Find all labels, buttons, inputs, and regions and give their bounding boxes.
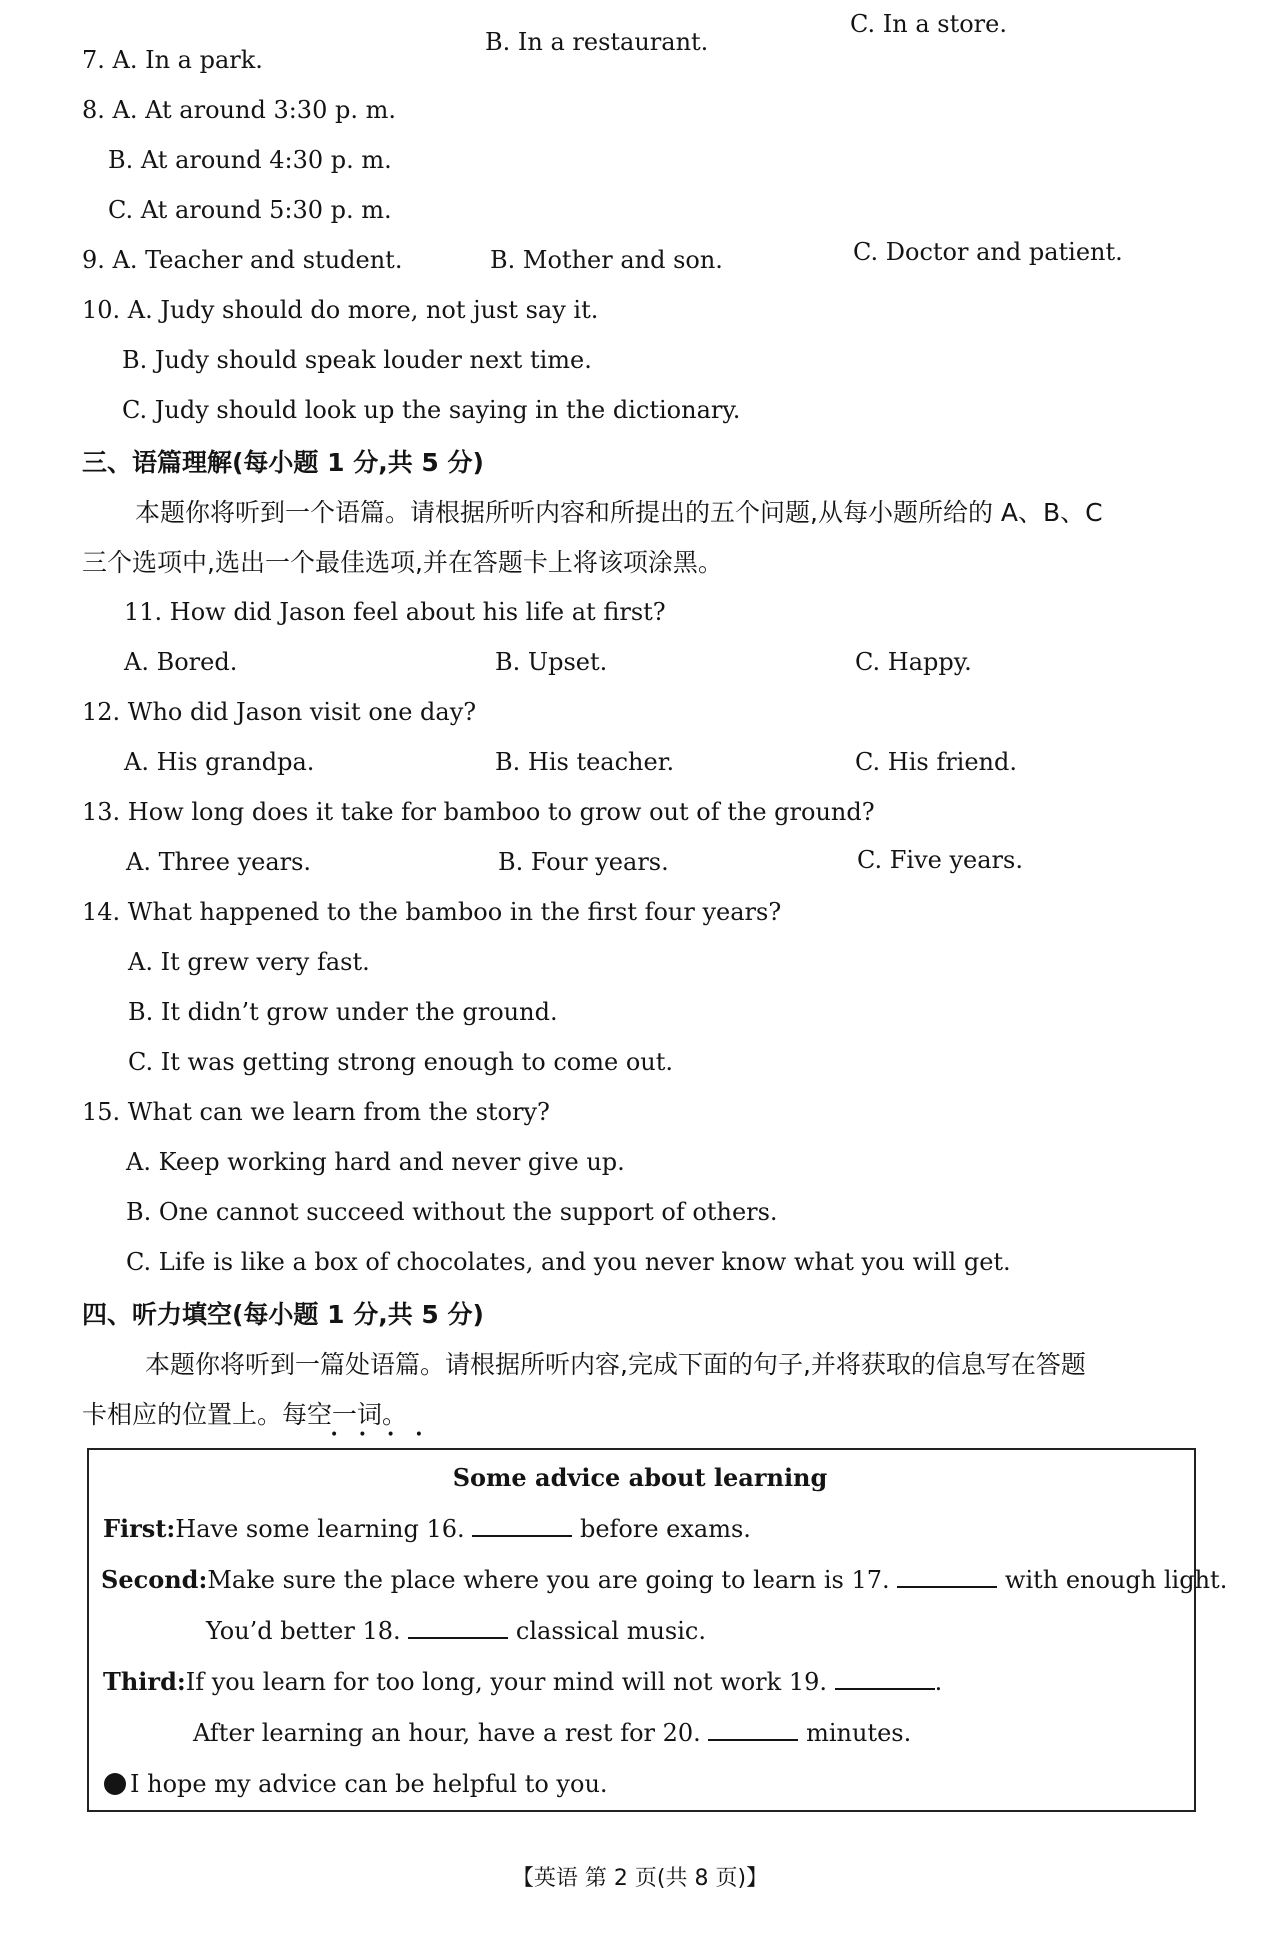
q8-option-c: C. At around 5:30 p. m. [108, 196, 392, 224]
q7-option-c: C. In a store. [850, 10, 1007, 38]
first-label: First: [103, 1514, 176, 1543]
q12-option-a: A. His grandpa. [124, 748, 315, 776]
q10-option-c: C. Judy should look up the saying in the dictionary. [122, 396, 741, 424]
section4-instruction-line1: 本题你将听到一篇处语篇。请根据所听内容,完成下面的句子,并将获取的信息写在答题 [145, 1350, 1086, 1379]
q9-option-c: C. Doctor and patient. [853, 238, 1123, 266]
q15-option-c: C. Life is like a box of chocolates, and you never know what you will get. [126, 1248, 1011, 1276]
q13-option-b: B. Four years. [498, 848, 669, 876]
q9-option-b: B. Mother and son. [490, 246, 723, 274]
q8-option-a: 8. A. At around 3:30 p. m. [82, 96, 396, 124]
third-label: Third: [103, 1667, 186, 1696]
advice-third-row [103, 1667, 943, 1696]
second-line2-a: You’d better 18. [206, 1617, 401, 1645]
section4-instruction-line2: 卡相应的位置上。每空一词。 [82, 1400, 408, 1429]
second-label: Second: [101, 1565, 208, 1594]
page-footer: 【英语 第 2 页(共 8 页)】 [511, 1866, 769, 1891]
q11-option-c: C. Happy. [855, 648, 972, 676]
q8-option-b: B. At around 4:30 p. m. [108, 146, 392, 174]
q11-option-a: A. Bored. [124, 648, 238, 676]
q10-option-a: 10. A. Judy should do more, not just say it. [82, 296, 599, 324]
blank-17[interactable] [897, 1585, 997, 1588]
blank-19[interactable] [835, 1687, 935, 1690]
q14-option-c: C. It was getting strong enough to come out. [128, 1048, 674, 1076]
second-line2-b: classical music. [515, 1617, 706, 1645]
q11-question: 11. How did Jason feel about his life at first? [124, 598, 666, 626]
third-line2-b: minutes. [806, 1719, 912, 1747]
third-text-b: . [934, 1668, 943, 1696]
advice-first-row [103, 1514, 751, 1543]
section3-instruction-line2: 三个选项中,选出一个最佳选项,并在答题卡上将该项涂黑。 [82, 548, 723, 577]
blank-20[interactable] [708, 1738, 798, 1741]
q12-question: 12. Who did Jason visit one day? [82, 698, 477, 726]
third-text-a: If you learn for too long, your mind will not work 19. [185, 1668, 827, 1696]
q13-option-a: A. Three years. [126, 848, 312, 876]
advice-second-row [101, 1565, 1228, 1594]
advice-closing-row [104, 1772, 608, 1796]
q7-option-b: B. In a restaurant. [485, 28, 709, 56]
section3-title: 三、语篇理解(每小题 1 分,共 5 分) [82, 448, 484, 477]
q14-question: 14. What happened to the bamboo in the first four years? [82, 898, 782, 926]
q7-option-a: 7. A. In a park. [82, 46, 263, 74]
advice-closing: I hope my advice can be helpful to you. [130, 1770, 608, 1798]
second-text-a: Make sure the place where you are going to learn is 17. [207, 1566, 890, 1594]
second-text-b: with enough light. [1004, 1566, 1228, 1594]
q9-option-a: 9. A. Teacher and student. [82, 246, 403, 274]
advice-second-row2 [206, 1619, 706, 1643]
section3-instruction-line1: 本题你将听到一个语篇。请根据所听内容和所提出的五个问题,从每小题所给的 A、B、C [135, 498, 1103, 527]
q15-question: 15. What can we learn from the story? [82, 1098, 550, 1126]
q13-option-c: C. Five years. [857, 846, 1023, 874]
q10-option-b: B. Judy should speak louder next time. [122, 346, 592, 374]
q15-option-a: A. Keep working hard and never give up. [126, 1148, 625, 1176]
advice-third-row2 [193, 1721, 911, 1745]
q12-option-c: C. His friend. [855, 748, 1017, 776]
bullet-dot-icon [104, 1773, 126, 1795]
advice-box-title: Some advice about learning [452, 1463, 828, 1492]
q11-option-b: B. Upset. [495, 648, 608, 676]
third-line2-a: After learning an hour, have a rest for 20. [193, 1719, 701, 1747]
blank-16[interactable] [472, 1534, 572, 1537]
q14-option-a: A. It grew very fast. [128, 948, 370, 976]
first-text-a: Have some learning 16. [175, 1515, 465, 1543]
section4-title: 四、听力填空(每小题 1 分,共 5 分) [82, 1300, 484, 1329]
q15-option-b: B. One cannot succeed without the support of others. [126, 1198, 778, 1226]
emphasis-dots: •••• [330, 1427, 444, 1443]
q12-option-b: B. His teacher. [495, 748, 675, 776]
q13-question: 13. How long does it take for bamboo to grow out of the ground? [82, 798, 875, 826]
first-text-b: before exams. [579, 1515, 751, 1543]
q14-option-b: B. It didn’t grow under the ground. [128, 998, 558, 1026]
blank-18[interactable] [408, 1636, 508, 1639]
